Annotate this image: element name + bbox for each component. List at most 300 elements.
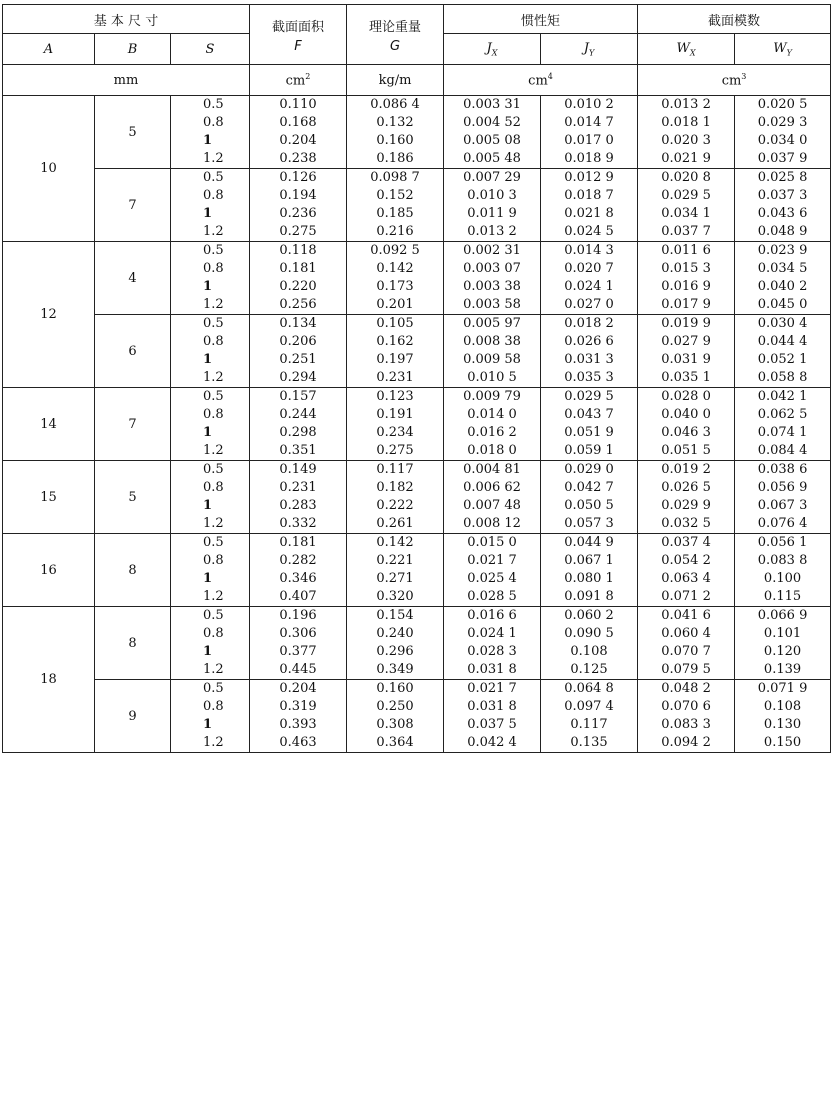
- col-F-values: [250, 242, 347, 315]
- section-properties-table: [2, 4, 831, 753]
- dimension-B-cell: 5: [95, 461, 171, 534]
- value-F: 0.319: [279, 699, 317, 714]
- value-Jx: 0.008 38: [463, 334, 521, 349]
- value-Jy: 0.044 9: [564, 535, 614, 550]
- value-Jx: 0.037 5: [467, 717, 517, 732]
- weight-header: [347, 5, 444, 65]
- value-F: 0.110: [279, 97, 317, 112]
- col-S-values: [171, 534, 250, 607]
- col-G-values: [347, 388, 444, 461]
- moment-of-inertia-header: 惯性矩: [444, 5, 638, 34]
- table-row: [3, 461, 831, 534]
- col-F-values: [250, 607, 347, 680]
- value-Wy: 0.052 1: [757, 352, 808, 367]
- value-S: 1.2: [203, 516, 224, 531]
- value-F: 0.256: [279, 297, 317, 312]
- value-G: 0.182: [376, 480, 414, 495]
- unit-cm2-exp: 2: [305, 71, 311, 81]
- value-S: 0.5: [203, 389, 224, 404]
- value-S: 0.8: [203, 553, 224, 568]
- col-Jy-values: [541, 169, 638, 242]
- value-Jx: 0.021 7: [467, 681, 517, 696]
- value-Wy: 0.040 2: [757, 279, 808, 294]
- value-F: 0.149: [279, 462, 317, 477]
- value-Wy: 0.025 8: [757, 170, 808, 185]
- value-G: 0.234: [376, 425, 414, 440]
- col-Wy-values: [735, 315, 831, 388]
- value-Wx: 0.017 9: [661, 297, 711, 312]
- value-Jx: 0.004 52: [463, 115, 521, 130]
- value-G: 0.221: [376, 553, 414, 568]
- value-G: 0.098 7: [370, 170, 420, 185]
- value-Wx: 0.079 5: [661, 662, 711, 677]
- value-G: 0.154: [376, 608, 414, 623]
- value-Wy: 0.115: [763, 589, 802, 604]
- value-S: 1: [203, 133, 213, 148]
- value-Wx: 0.026 5: [661, 480, 711, 495]
- value-Jx: 0.007 29: [463, 170, 521, 185]
- value-Jx: 0.024 1: [467, 626, 517, 641]
- value-S: 1: [203, 425, 213, 440]
- value-Wx: 0.040 0: [661, 407, 711, 422]
- value-Jy: 0.021 8: [564, 206, 614, 221]
- value-Jx: 0.025 4: [467, 571, 517, 586]
- value-S: 1.2: [203, 297, 224, 312]
- col-Jy-values: [541, 534, 638, 607]
- value-F: 0.206: [279, 334, 317, 349]
- value-Wx: 0.046 3: [661, 425, 711, 440]
- value-Jx: 0.042 4: [467, 735, 517, 750]
- value-Jy: 0.043 7: [564, 407, 614, 422]
- jx-letter: J: [486, 40, 492, 56]
- value-G: 0.152: [376, 188, 414, 203]
- col-G-values: [347, 169, 444, 242]
- col-F-values: [250, 461, 347, 534]
- value-Wy: 0.044 4: [757, 334, 808, 349]
- table-row: [3, 388, 831, 461]
- col-Wy-values: [735, 242, 831, 315]
- value-Wy: 0.023 9: [757, 243, 808, 258]
- value-Jx: 0.028 3: [467, 644, 517, 659]
- value-F: 0.236: [279, 206, 317, 221]
- value-Jx: 0.003 31: [463, 97, 521, 112]
- value-S: 0.5: [203, 316, 224, 331]
- value-Jx: 0.016 6: [467, 608, 517, 623]
- value-G: 0.222: [376, 498, 414, 513]
- value-Wx: 0.063 4: [661, 571, 711, 586]
- col-S: S: [171, 34, 250, 65]
- wx-letter: W: [676, 40, 690, 56]
- value-Jy: 0.090 5: [564, 626, 614, 641]
- value-Wy: 0.101: [763, 626, 802, 641]
- dimension-B-cell: 8: [95, 534, 171, 607]
- table-row: [3, 534, 831, 607]
- col-Jx: [444, 34, 541, 65]
- value-Jx: 0.021 7: [467, 553, 517, 568]
- value-Wy: 0.043 6: [757, 206, 808, 221]
- value-Wy: 0.029 3: [757, 115, 808, 130]
- value-F: 0.283: [279, 498, 317, 513]
- value-Jy: 0.018 9: [564, 151, 614, 166]
- value-S: 1.2: [203, 735, 224, 750]
- value-Jx: 0.010 5: [467, 370, 517, 385]
- value-Jy: 0.020 7: [564, 261, 614, 276]
- value-F: 0.238: [279, 151, 317, 166]
- col-Jy-values: [541, 388, 638, 461]
- value-Jy: 0.029 5: [564, 389, 614, 404]
- value-Jy: 0.026 6: [564, 334, 614, 349]
- value-Jy: 0.018 7: [564, 188, 614, 203]
- value-G: 0.185: [376, 206, 414, 221]
- value-S: 0.5: [203, 97, 224, 112]
- unit-kgm: kg/m: [347, 65, 444, 96]
- col-Wx-values: [638, 169, 735, 242]
- col-Jx-values: [444, 534, 541, 607]
- dimension-B-cell: 8: [95, 607, 171, 680]
- col-Jy-values: [541, 607, 638, 680]
- value-Wy: 0.108: [763, 699, 802, 714]
- value-S: 1.2: [203, 151, 224, 166]
- dimension-A-cell: 12: [3, 242, 95, 388]
- col-Jx-values: [444, 607, 541, 680]
- value-Wy: 0.037 9: [757, 151, 808, 166]
- value-Jx: 0.007 48: [463, 498, 521, 513]
- col-Jy-values: [541, 242, 638, 315]
- area-symbol: F: [294, 38, 302, 54]
- value-F: 0.251: [279, 352, 317, 367]
- value-Jy: 0.035 3: [564, 370, 614, 385]
- value-S: 0.8: [203, 261, 224, 276]
- value-Jx: 0.005 97: [463, 316, 521, 331]
- value-S: 1: [203, 571, 213, 586]
- value-F: 0.463: [279, 735, 317, 750]
- col-Wy-values: [735, 607, 831, 680]
- value-Wy: 0.034 5: [757, 261, 808, 276]
- table-row: [3, 607, 831, 680]
- value-G: 0.250: [376, 699, 414, 714]
- value-S: 0.8: [203, 334, 224, 349]
- value-Wy: 0.130: [763, 717, 802, 732]
- value-Wx: 0.015 3: [661, 261, 711, 276]
- value-Jx: 0.018 0: [467, 443, 517, 458]
- value-Jy: 0.125: [570, 662, 608, 677]
- value-G: 0.173: [376, 279, 414, 294]
- value-S: 1.2: [203, 589, 224, 604]
- value-S: 1: [203, 206, 213, 221]
- value-Wx: 0.019 2: [661, 462, 711, 477]
- value-Wx: 0.034 1: [661, 206, 711, 221]
- value-Jy: 0.017 0: [564, 133, 614, 148]
- value-G: 0.162: [376, 334, 414, 349]
- col-Jx-values: [444, 680, 541, 753]
- value-Jx: 0.003 38: [463, 279, 521, 294]
- value-Jx: 0.015 0: [467, 535, 517, 550]
- value-Wy: 0.120: [763, 644, 802, 659]
- value-F: 0.204: [279, 133, 317, 148]
- value-Wx: 0.037 4: [661, 535, 711, 550]
- value-S: 0.5: [203, 535, 224, 550]
- value-Jy: 0.080 1: [564, 571, 614, 586]
- unit-cm3: [638, 65, 831, 96]
- value-Wy: 0.066 9: [757, 608, 808, 623]
- value-F: 0.346: [279, 571, 317, 586]
- value-Jy: 0.067 1: [564, 553, 614, 568]
- value-Jx: 0.008 12: [463, 516, 521, 531]
- value-G: 0.296: [376, 644, 414, 659]
- value-Jy: 0.050 5: [564, 498, 614, 513]
- value-S: 0.8: [203, 188, 224, 203]
- value-Jy: 0.029 0: [564, 462, 614, 477]
- value-Jy: 0.091 8: [564, 589, 614, 604]
- value-G: 0.132: [376, 115, 414, 130]
- value-G: 0.240: [376, 626, 414, 641]
- value-F: 0.204: [279, 681, 317, 696]
- wy-subscript: Y: [786, 48, 792, 58]
- value-Jy: 0.051 9: [564, 425, 614, 440]
- value-S: 0.5: [203, 608, 224, 623]
- value-G: 0.142: [376, 535, 414, 550]
- value-Wx: 0.070 7: [661, 644, 711, 659]
- col-G-values: [347, 461, 444, 534]
- value-Wx: 0.031 9: [661, 352, 711, 367]
- value-Jx: 0.014 0: [467, 407, 517, 422]
- value-G: 0.123: [376, 389, 414, 404]
- col-Wx-values: [638, 534, 735, 607]
- col-S-values: [171, 680, 250, 753]
- value-F: 0.306: [279, 626, 317, 641]
- value-Wy: 0.139: [763, 662, 802, 677]
- col-S-values: [171, 169, 250, 242]
- value-Jx: 0.013 2: [467, 224, 517, 239]
- dimension-A-cell: 16: [3, 534, 95, 607]
- value-S: 1.2: [203, 224, 224, 239]
- col-G-values: [347, 534, 444, 607]
- value-F: 0.282: [279, 553, 317, 568]
- dimension-B-cell: 7: [95, 169, 171, 242]
- value-G: 0.308: [376, 717, 414, 732]
- value-G: 0.105: [376, 316, 414, 331]
- value-F: 0.244: [279, 407, 317, 422]
- value-F: 0.377: [279, 644, 317, 659]
- value-Jx: 0.009 58: [463, 352, 521, 367]
- col-Jx-values: [444, 315, 541, 388]
- value-G: 0.216: [376, 224, 414, 239]
- value-Jx: 0.031 8: [467, 699, 517, 714]
- value-Wy: 0.030 4: [757, 316, 808, 331]
- col-F-values: [250, 388, 347, 461]
- value-Wx: 0.018 1: [661, 115, 711, 130]
- value-G: 0.117: [376, 462, 414, 477]
- value-Wx: 0.029 5: [661, 188, 711, 203]
- value-Wx: 0.020 8: [661, 170, 711, 185]
- value-S: 1: [203, 498, 213, 513]
- col-G-values: [347, 242, 444, 315]
- unit-cm4-exp: 4: [547, 71, 553, 81]
- value-G: 0.201: [376, 297, 414, 312]
- value-G: 0.092 5: [370, 243, 420, 258]
- value-G: 0.231: [376, 370, 414, 385]
- table-body: [3, 96, 831, 753]
- value-F: 0.332: [279, 516, 317, 531]
- col-A: A: [3, 34, 95, 65]
- value-F: 0.275: [279, 224, 317, 239]
- value-Wx: 0.032 5: [661, 516, 711, 531]
- value-F: 0.445: [279, 662, 317, 677]
- value-F: 0.407: [279, 589, 317, 604]
- value-Wx: 0.016 9: [661, 279, 711, 294]
- value-F: 0.393: [279, 717, 317, 732]
- value-Wx: 0.070 6: [661, 699, 711, 714]
- col-Jy-values: [541, 315, 638, 388]
- value-S: 1: [203, 644, 213, 659]
- dimension-A-cell: 10: [3, 96, 95, 242]
- value-G: 0.271: [376, 571, 414, 586]
- value-Wx: 0.094 2: [661, 735, 711, 750]
- value-Wx: 0.048 2: [661, 681, 711, 696]
- value-Wy: 0.067 3: [757, 498, 808, 513]
- value-S: 1.2: [203, 370, 224, 385]
- col-Jy-values: [541, 461, 638, 534]
- value-G: 0.349: [376, 662, 414, 677]
- value-Wy: 0.074 1: [757, 425, 808, 440]
- basic-dimensions-header: 基 本 尺 寸: [3, 5, 250, 34]
- value-Jy: 0.014 3: [564, 243, 614, 258]
- value-Jy: 0.108: [570, 644, 608, 659]
- value-S: 0.8: [203, 626, 224, 641]
- value-Jy: 0.060 2: [564, 608, 614, 623]
- value-Jy: 0.027 0: [564, 297, 614, 312]
- col-G-values: [347, 315, 444, 388]
- col-G-values: [347, 680, 444, 753]
- value-S: 0.8: [203, 115, 224, 130]
- value-S: 1: [203, 717, 213, 732]
- col-Wy-values: [735, 169, 831, 242]
- value-Wx: 0.029 9: [661, 498, 711, 513]
- value-S: 1: [203, 279, 213, 294]
- value-Jy: 0.024 5: [564, 224, 614, 239]
- col-F-values: [250, 169, 347, 242]
- area-header: [250, 5, 347, 65]
- value-Wy: 0.083 8: [757, 553, 808, 568]
- unit-cm2: [250, 65, 347, 96]
- table-row: [3, 242, 831, 315]
- value-Jx: 0.004 81: [463, 462, 521, 477]
- value-Jx: 0.003 58: [463, 297, 521, 312]
- value-F: 0.181: [279, 535, 317, 550]
- value-Wx: 0.060 4: [661, 626, 711, 641]
- value-G: 0.320: [376, 589, 414, 604]
- value-Wx: 0.051 5: [661, 443, 711, 458]
- value-F: 0.196: [279, 608, 317, 623]
- col-Wy-values: [735, 388, 831, 461]
- value-Wy: 0.034 0: [757, 133, 808, 148]
- col-F-values: [250, 680, 347, 753]
- value-Jx: 0.028 5: [467, 589, 517, 604]
- value-F: 0.220: [279, 279, 317, 294]
- value-Wx: 0.021 9: [661, 151, 711, 166]
- col-Wx-values: [638, 680, 735, 753]
- value-Jx: 0.009 79: [463, 389, 521, 404]
- col-G-values: [347, 607, 444, 680]
- value-Wx: 0.035 1: [661, 370, 711, 385]
- col-Wy-values: [735, 534, 831, 607]
- value-Jx: 0.011 9: [467, 206, 517, 221]
- col-Wx: [638, 34, 735, 65]
- value-Jy: 0.018 2: [564, 316, 614, 331]
- dimension-B-cell: 5: [95, 96, 171, 169]
- value-G: 0.142: [376, 261, 414, 276]
- col-S-values: [171, 461, 250, 534]
- value-Jx: 0.010 3: [467, 188, 517, 203]
- dimension-B-cell: 7: [95, 388, 171, 461]
- value-S: 0.5: [203, 462, 224, 477]
- value-F: 0.168: [279, 115, 317, 130]
- col-Wx-values: [638, 242, 735, 315]
- wy-letter: W: [773, 40, 787, 56]
- col-F-values: [250, 315, 347, 388]
- value-Jy: 0.057 3: [564, 516, 614, 531]
- value-Jy: 0.024 1: [564, 279, 614, 294]
- value-Wy: 0.100: [763, 571, 802, 586]
- value-G: 0.186: [376, 151, 414, 166]
- value-F: 0.351: [279, 443, 317, 458]
- value-Wx: 0.013 2: [661, 97, 711, 112]
- value-Wy: 0.056 9: [757, 480, 808, 495]
- col-Wy-values: [735, 680, 831, 753]
- table-row: [3, 169, 831, 242]
- value-S: 1.2: [203, 662, 224, 677]
- value-Wx: 0.083 3: [661, 717, 711, 732]
- value-Jx: 0.002 31: [463, 243, 521, 258]
- col-S-values: [171, 315, 250, 388]
- value-S: 0.5: [203, 681, 224, 696]
- table-header: [3, 5, 831, 96]
- value-Wx: 0.019 9: [661, 316, 711, 331]
- value-Wy: 0.084 4: [757, 443, 808, 458]
- value-Wy: 0.020 5: [757, 97, 808, 112]
- dimension-A-cell: 15: [3, 461, 95, 534]
- value-G: 0.197: [376, 352, 414, 367]
- value-Wy: 0.042 1: [757, 389, 808, 404]
- value-Jy: 0.014 7: [564, 115, 614, 130]
- value-Jy: 0.031 3: [564, 352, 614, 367]
- value-Wy: 0.045 0: [757, 297, 808, 312]
- value-F: 0.231: [279, 480, 317, 495]
- value-Jy: 0.059 1: [564, 443, 614, 458]
- value-F: 0.298: [279, 425, 317, 440]
- value-Wx: 0.027 9: [661, 334, 711, 349]
- value-Jy: 0.117: [570, 717, 608, 732]
- col-Wx-values: [638, 461, 735, 534]
- value-Jx: 0.006 62: [463, 480, 521, 495]
- value-F: 0.194: [279, 188, 317, 203]
- value-Wx: 0.028 0: [661, 389, 711, 404]
- value-Jx: 0.005 48: [463, 151, 521, 166]
- value-Jy: 0.010 2: [564, 97, 614, 112]
- value-S: 0.8: [203, 699, 224, 714]
- col-Wx-values: [638, 315, 735, 388]
- value-Jy: 0.042 7: [564, 480, 614, 495]
- value-G: 0.160: [376, 133, 414, 148]
- value-G: 0.160: [376, 681, 414, 696]
- col-Wx-values: [638, 96, 735, 169]
- value-Wx: 0.041 6: [661, 608, 711, 623]
- col-S-values: [171, 242, 250, 315]
- value-Jx: 0.016 2: [467, 425, 517, 440]
- col-Jx-values: [444, 96, 541, 169]
- dimension-B-cell: 9: [95, 680, 171, 753]
- value-Wy: 0.071 9: [757, 681, 808, 696]
